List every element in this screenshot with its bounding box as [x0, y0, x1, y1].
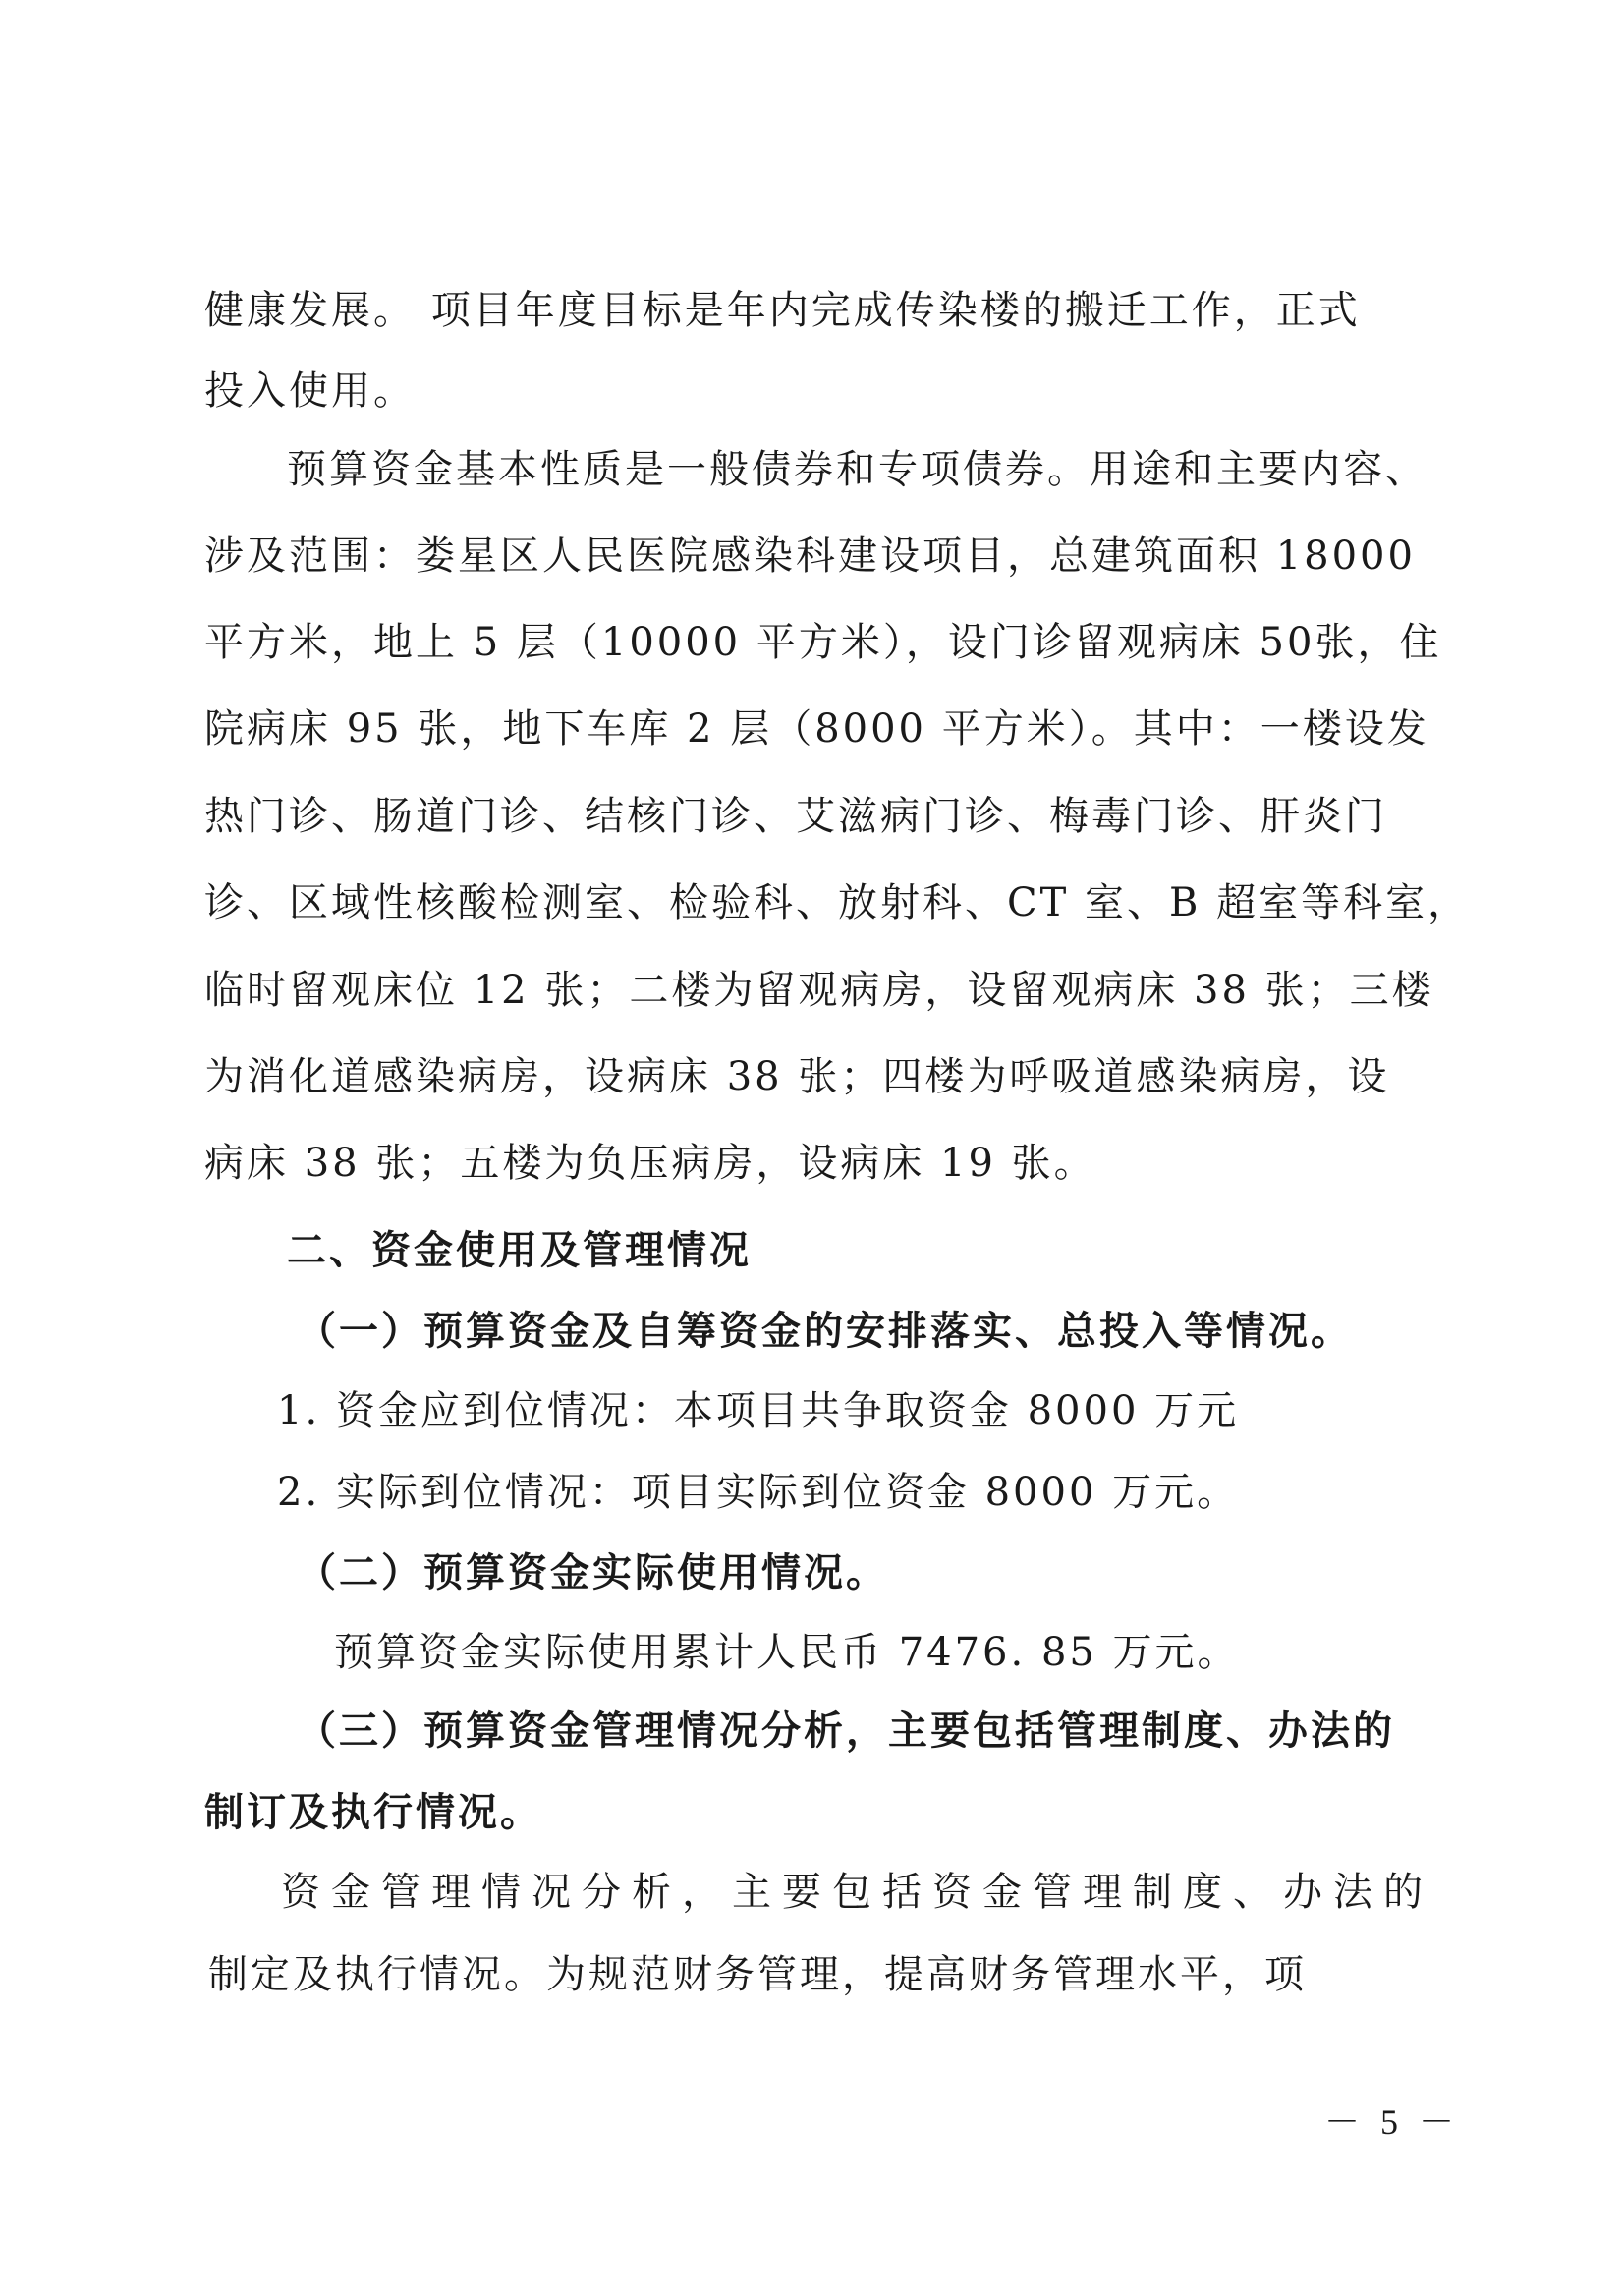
funding-item-1: 1. 资金应到位情况：本项目共争取资金 8000 万元: [277, 1388, 1240, 1433]
section-2-sub-3-text-line-2: 制定及执行情况。为规范财务管理，提高财务管理水平，项: [208, 1952, 1307, 1997]
paragraph-2-line-1: 预算资金基本性质是一般债券和专项债券。用途和主要内容、: [287, 447, 1427, 492]
paragraph-2-line-4: 院病床 95 张，地下车库 2 层（8000 平方米）。其中：一楼设发: [204, 706, 1429, 752]
paragraph-1-line-1: 健康发展。 项目年度目标是年内完成传染楼的搬迁工作，正式: [204, 288, 1361, 333]
paragraph-2-line-3: 平方米，地上 5 层（10000 平方米），设门诊留观病床 50张，住: [204, 620, 1442, 665]
section-2-heading: 二、资金使用及管理情况: [287, 1228, 752, 1273]
paragraph-2-line-7: 临时留观床位 12 张；二楼为留观病房，设留观病床 38 张；三楼: [204, 968, 1434, 1013]
paragraph-2-line-9: 病床 38 张；五楼为负压病房，设病床 19 张。: [204, 1141, 1096, 1186]
page-number: － 5 －: [1324, 2102, 1461, 2142]
paragraph-2-line-8: 为消化道感染病房，设病床 38 张；四楼为呼吸道感染病房，设: [204, 1054, 1390, 1099]
section-2-sub-2-heading: （二）预算资金实际使用情况。: [297, 1550, 888, 1596]
section-2-sub-1-heading: （一）预算资金及自筹资金的安排落实、总投入等情况。: [297, 1309, 1353, 1354]
paragraph-2-line-2: 涉及范围：娄星区人民医院感染科建设项目，总建筑面积 18000: [204, 533, 1416, 579]
section-2-sub-3-text-line-1: 资金管理情况分析，主要包括资金管理制度、办法的: [281, 1870, 1433, 1915]
section-2-sub-3-heading-line-2: 制订及执行情况。: [204, 1790, 542, 1835]
paragraph-2-line-6: 诊、区域性核酸检测室、检验科、放射科、CT 室、B 超室等科室，: [204, 880, 1471, 925]
paragraph-2-line-5: 热门诊、肠道门诊、结核门诊、艾滋病门诊、梅毒门诊、肝炎门: [204, 794, 1387, 839]
section-2-sub-3-heading-line-1: （三）预算资金管理情况分析，主要包括管理制度、办法的: [297, 1708, 1395, 1754]
section-2-sub-2-text: 预算资金实际使用累计人民币 7476. 85 万元。: [334, 1630, 1240, 1675]
paragraph-1-line-2: 投入使用。: [204, 368, 416, 414]
funding-item-2: 2. 实际到位情况：项目实际到位资金 8000 万元。: [277, 1470, 1240, 1515]
